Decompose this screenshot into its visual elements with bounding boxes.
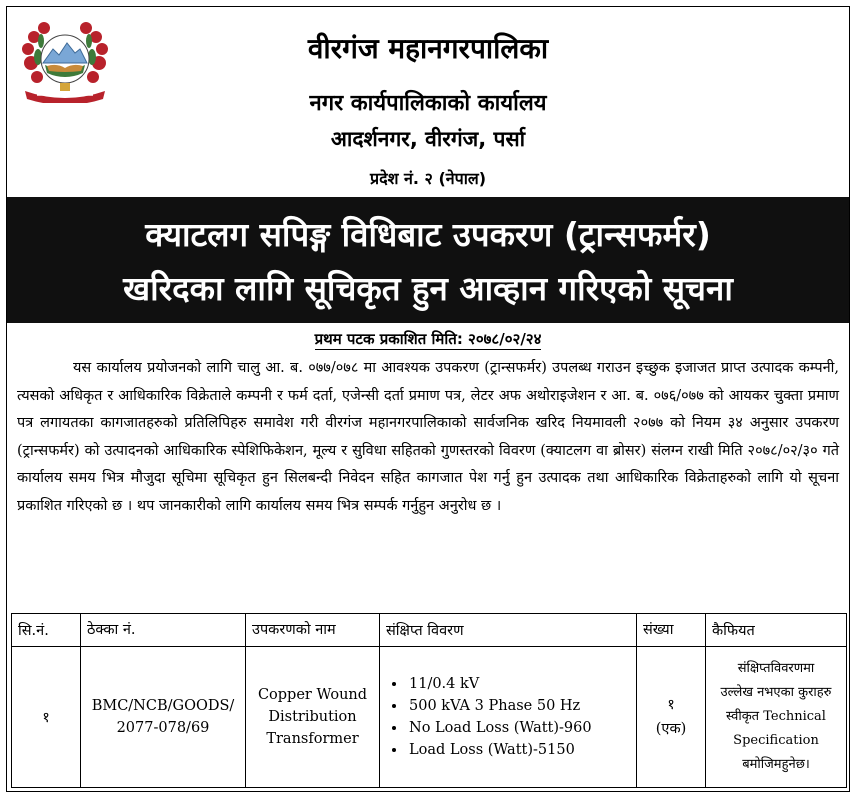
equipment-name-line2: Distribution [268, 709, 357, 725]
row-remarks [706, 647, 847, 788]
notice-title-line2: खरिदका लागि सूचिकृत हुन आव्हान गरिएको सूचना [123, 269, 733, 308]
header-sn: सि.नं. [12, 614, 81, 647]
quantity-number: १ [667, 697, 675, 713]
row-brief-description [380, 647, 637, 788]
notice-title-banner [7, 197, 849, 323]
header-brief-description: संक्षिप्त विवरण [380, 614, 637, 647]
contract-no-line1: BMC/NCB/GOODS/ [91, 698, 235, 714]
office-name: नगर कार्यपालिकाको कार्यालय [309, 91, 547, 116]
header-quantity: संख्या [637, 614, 706, 647]
municipality-name: वीरगंज महानगरपालिका [307, 32, 549, 65]
row-quantity [637, 647, 706, 788]
remarks-line: उल्लेख नभएका कुराहरु [720, 685, 832, 700]
items-table [11, 613, 847, 788]
spec-list [381, 673, 635, 761]
province-name: प्रदेश नं. २ (नेपाल) [369, 169, 487, 188]
spec-item: • 11/0.4 kV [407, 673, 635, 695]
table-header-row [12, 614, 847, 647]
spec-item: • 500 kVA 3 Phase 50 Hz [407, 695, 635, 717]
office-address: आदर्शनगर, वीरगंज, पर्सा [330, 127, 526, 151]
header-contract-no: ठेक्का नं. [81, 614, 246, 647]
contract-no-line2: 2077-078/69 [116, 720, 210, 736]
spec-item: • No Load Loss (Watt)-960 [407, 717, 635, 739]
spec-item: • Load Loss (Watt)-5150 [407, 739, 635, 761]
row-contract-no [81, 647, 246, 788]
remarks-line: बमोजिमहुनेछ। [742, 757, 810, 772]
remarks-line: संक्षिप्तविवरणमा [737, 661, 815, 676]
equipment-name-line1: Copper Wound [257, 687, 368, 703]
published-date [7, 329, 849, 349]
remarks-line: Specification [733, 733, 819, 748]
equipment-name-line3: Transformer [266, 731, 359, 747]
header-remarks: कैफियत [706, 614, 847, 647]
header-equipment-name: उपकरणको नाम [246, 614, 380, 647]
letterhead [7, 7, 849, 197]
quantity-words: (एक) [655, 721, 687, 737]
published-date-text: प्रथम पटक प्रकाशित मिति: २०७८/०२/२४ [314, 330, 542, 348]
remarks-line: स्वीकृत Technical [726, 709, 826, 724]
notice-body: यस कार्यालय प्रयोजनको लागि चालु आ. ब. ०७७/०७८ मा आवश्यक उपकरण (ट्रान्सफर्मर) उपलब्ध गराउन इच्छुक इजाजत प्राप्त उत्पादक कम्पनी, त्यसको अधिकृत र आधिकारिक विक्रेताले कम्पनी र फर्म दर्ता, एजेन्सी दर्ता प्रमाण पत्र, लेटर अफ अथोराइजेशन र आ. ब. ०७६/०७७ को आयकर चुक्ता प्रमाण पत्र लगायतका कागजातहरुको प्रतिलिपिहरु समावेश गरी वीरगंज महानगरपालिकाको सार्वजनिक खरिद नियमावली २०७७ को नियम ३४ अनुसार उपकरण (ट्रान्सफर्मर) को उत्पादनको आधिकारिक स्पेशिफिकेशन, मूल्य र सुविधा सहितको गुणस्तरको विवरण (क्याटलग वा ब्रोसर) संलग्न राखी मिति २०७८/०२/३० गते कार्यालय समय भित्र मौजुदा सूचिमा सूचिकृत हुन सिलबन्दी निवेदन सहित कागजात पेश गर्नु हुन उत्पादक तथा आधिकारिक विक्रेताहरुको लागि यो सूचना प्रकाशित गरिएको छ । थप जानकारीको लागि कार्यालय समय भित्र सम्पर्क गर्नुहुन अनुरोध छ । [17, 360, 839, 514]
row-equipment-name [246, 647, 380, 788]
notice-page [6, 6, 850, 792]
table-row [12, 647, 847, 788]
row-sn: १ [12, 647, 81, 788]
notice-title-line1: क्याटलग सपिङ्ग विधिबाट उपकरण (ट्रान्सफर्मर) [145, 215, 711, 254]
